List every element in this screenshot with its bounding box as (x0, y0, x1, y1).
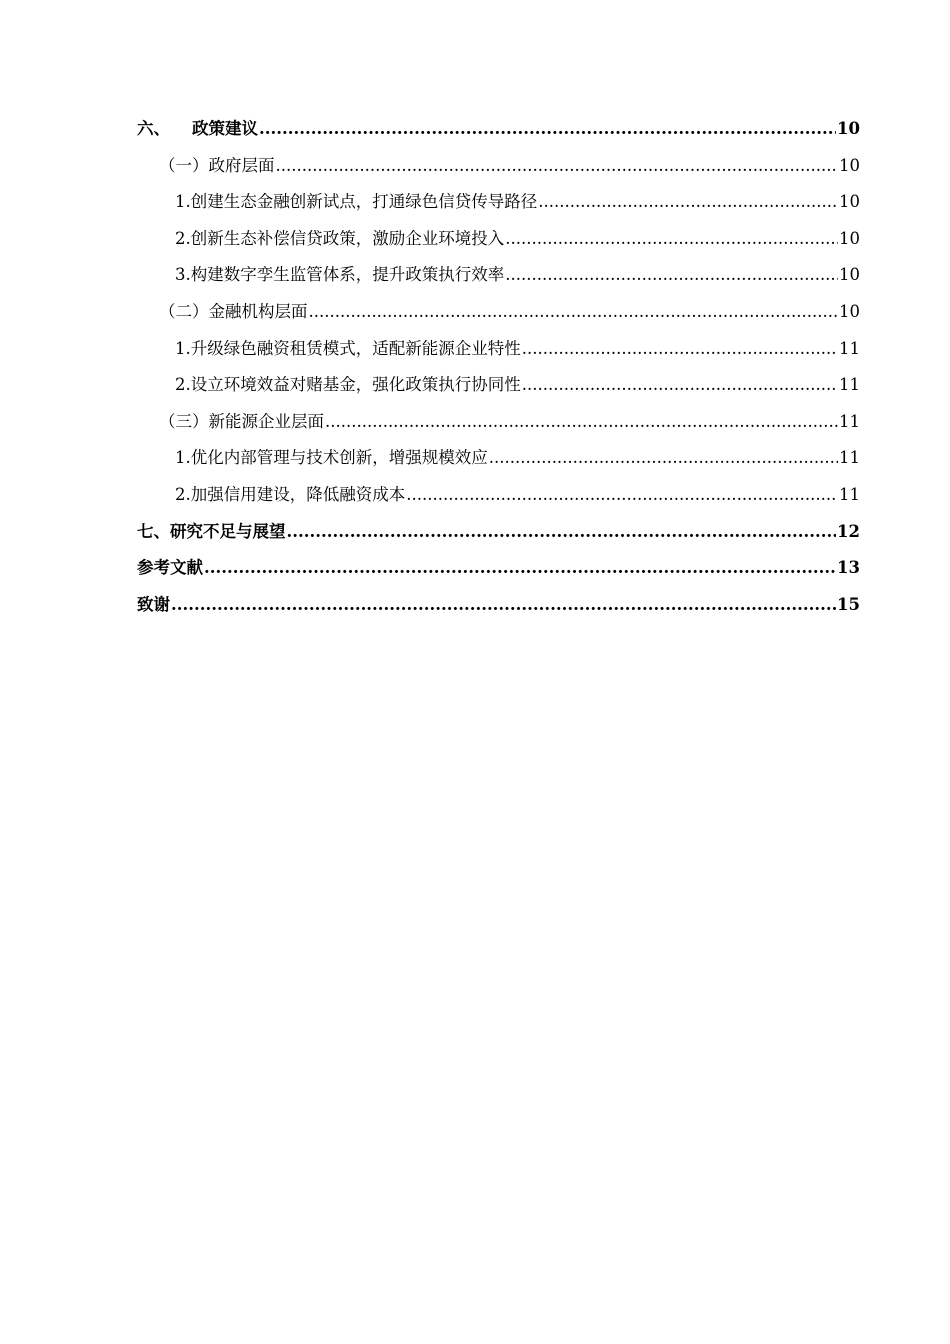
toc-entry-page: 11 (839, 448, 860, 468)
dot-leader (505, 225, 838, 253)
toc-entry-title: 1.升级绿色融资租赁模式，适配新能源企业特性 (175, 338, 521, 358)
toc-entry-references[interactable] (137, 554, 860, 591)
toc-entry-item[interactable] (137, 481, 860, 518)
table-of-contents (137, 115, 860, 627)
dot-leader (325, 408, 838, 436)
dot-leader (204, 554, 836, 582)
toc-entry-page: 11 (839, 338, 860, 358)
dot-leader (171, 591, 836, 619)
dot-leader (522, 371, 838, 399)
toc-entry-financial-institution-level[interactable] (137, 298, 860, 335)
toc-entry-title: （二）金融机构层面 (159, 301, 308, 321)
dot-leader (287, 518, 837, 546)
dot-leader (538, 188, 838, 216)
toc-entry-page: 11 (839, 484, 860, 504)
toc-entry-limitations-outlook[interactable] (137, 518, 860, 555)
toc-entry-new-energy-enterprise-level[interactable] (137, 408, 860, 445)
toc-entry-title: 1.优化内部管理与技术创新，增强规模效应 (175, 448, 488, 468)
toc-entry-page: 10 (839, 228, 860, 248)
toc-entry-page: 12 (837, 521, 860, 541)
dot-leader (489, 444, 838, 472)
toc-entry-title: 致谢 (137, 594, 170, 614)
toc-entry-page: 11 (839, 411, 860, 431)
toc-entry-item[interactable] (137, 188, 860, 225)
toc-entry-title: 2.加强信用建设，降低融资成本 (175, 484, 406, 504)
dot-leader (276, 152, 839, 180)
toc-entry-title: （三）新能源企业层面 (159, 411, 324, 431)
dot-leader (505, 261, 838, 289)
toc-entry-page: 10 (839, 301, 860, 321)
toc-entry-item[interactable] (137, 371, 860, 408)
toc-entry-page: 10 (839, 155, 860, 175)
toc-entry-policy-suggestions[interactable] (137, 115, 860, 152)
toc-entry-government-level[interactable] (137, 152, 860, 189)
toc-entry-page: 10 (837, 119, 860, 138)
toc-entry-item[interactable] (137, 225, 860, 262)
toc-entry-title: 2.设立环境效益对赌基金，强化政策执行协同性 (175, 375, 521, 395)
toc-entry-page: 10 (839, 265, 860, 285)
toc-entry-page: 10 (839, 192, 860, 212)
dot-leader (406, 481, 838, 509)
toc-entry-page: 15 (837, 594, 860, 614)
toc-entry-title: 3.构建数字孪生监管体系，提升政策执行效率 (175, 265, 505, 285)
toc-entry-item[interactable] (137, 335, 860, 372)
dot-leader (522, 335, 838, 363)
dot-leader (309, 298, 839, 326)
toc-entry-acknowledgements[interactable] (137, 591, 860, 628)
toc-entry-title: 七、研究不足与展望 (137, 521, 286, 541)
toc-entry-title: 政策建议 (192, 119, 258, 138)
toc-entry-title: 2.创新生态补偿信贷政策，激励企业环境投入 (175, 228, 505, 248)
toc-entry-number: 六、 (137, 119, 170, 138)
toc-entry-item[interactable] (137, 261, 860, 298)
toc-entry-title: 1.创建生态金融创新试点，打通绿色信贷传导路径 (175, 192, 538, 212)
toc-entry-page: 13 (837, 558, 860, 578)
toc-entry-item[interactable] (137, 444, 860, 481)
toc-entry-title: （一）政府层面 (159, 155, 275, 175)
dot-leader (259, 115, 836, 143)
toc-entry-page: 11 (839, 375, 860, 395)
toc-entry-title: 参考文献 (137, 558, 203, 578)
